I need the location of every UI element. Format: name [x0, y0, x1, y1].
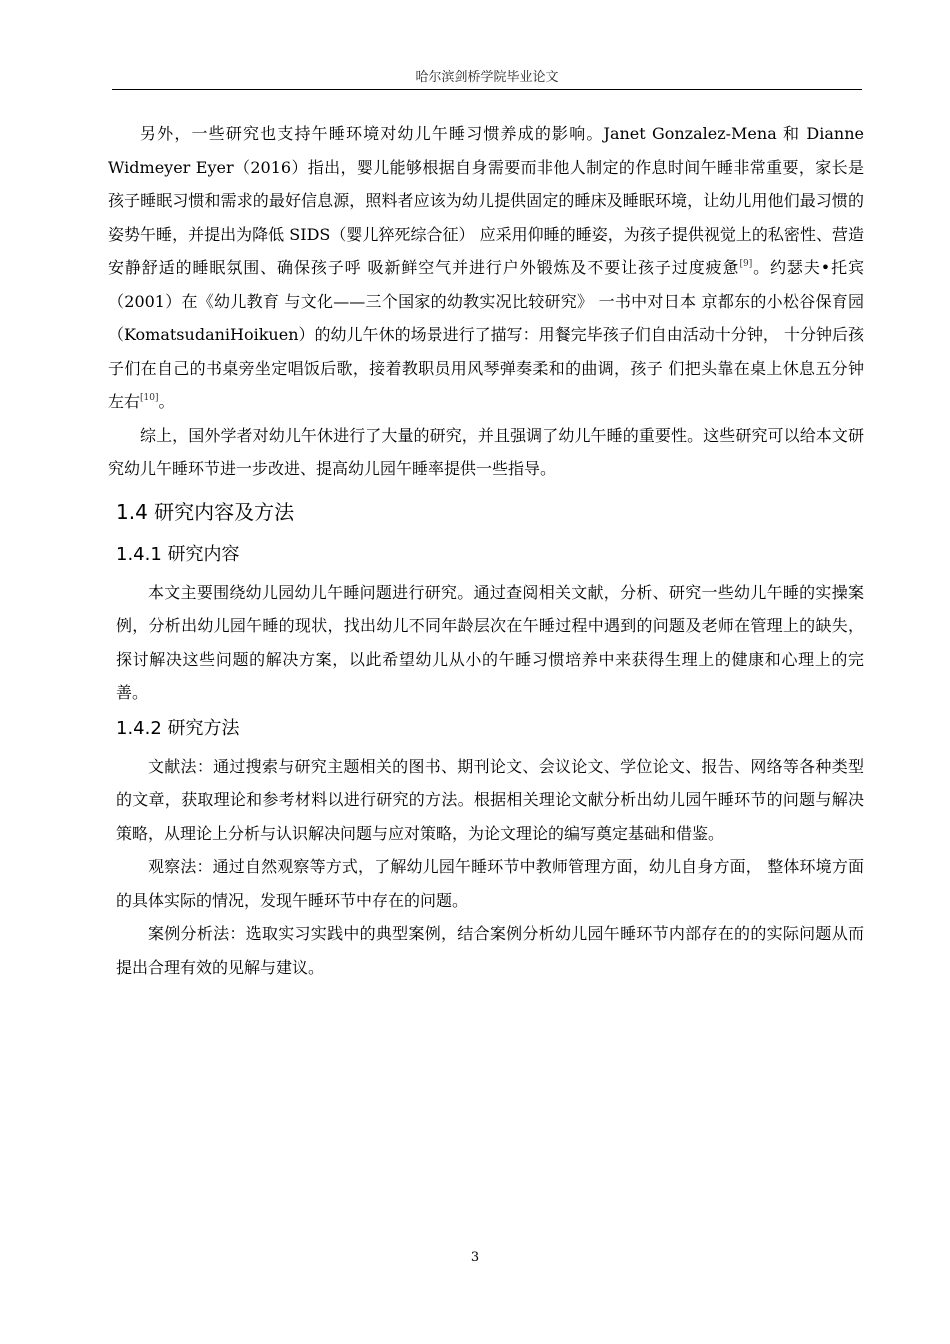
- paragraph-summary: 综上，国外学者对幼儿午休进行了大量的研究，并且强调了幼儿午睡的重要性。这些研究可以给本文研究幼儿午睡环节进一步改进、提高幼儿园午睡率提供一些指导。: [108, 425, 864, 478]
- paragraph-foreign-research: [108, 117, 864, 419]
- section-heading-1-4: 1.4 研究内容及方法: [116, 499, 295, 524]
- section-heading-1-4-1: 1.4.1 研究内容: [116, 543, 240, 565]
- header-divider: [112, 89, 862, 90]
- page-number: 3: [470, 1250, 480, 1265]
- citation-ref: [10]: [140, 393, 159, 403]
- paragraph-text: 另外，一些研究也支持午睡环境对幼儿午睡习惯养成的影响。Janet Gonzalez-Mena 和 Dianne Widmeyer Eyer（2016）指出，婴儿能够根据自身需要而非他人制定的作息时间午睡非常重要，家长是孩子睡眠习惯和需求的最好信息源，照料者应该为幼儿提供固定的睡床及睡眠环境，让幼儿用他们最习惯的姿势午睡，并提出为降低 SIDS（婴儿猝死综合征） 应采用仰睡的睡姿，为孩子提供视觉上的私密性、营造安静舒适的睡眠氛围、确保孩子呼 吸新鲜空气并进行户外锻炼及不要让孩子过度疲惫: [108, 124, 864, 277]
- page-header: 哈尔滨剑桥学院毕业论文: [415, 70, 559, 85]
- paragraph-observation-method: 观察法：通过自然观察等方式，了解幼儿园午睡环节中教师管理方面，幼儿自身方面， 整体环境方面的具体实际的情况，发现午睡环节中存在的问题。: [116, 857, 864, 910]
- page-body: [108, 117, 864, 984]
- paragraph-literature-method: 文献法：通过搜索与研究主题相关的图书、期刊论文、会议论文、学位论文、报告、网络等各种类型的文章，获取理论和参考材料以进行研究的方法。根据相关理论文献分析出幼儿园午睡环节的问题与解决策略，从理论上分析与认识解决问题与应对策略，为论文理论的编写奠定基础和借鉴。: [116, 756, 864, 843]
- paragraph-case-analysis-method: 案例分析法：选取实习实践中的典型案例，结合案例分析幼儿园午睡环节内部存在的的实际问题从而提出合理有效的见解与建议。: [116, 924, 864, 977]
- citation-ref: [9]: [739, 259, 753, 269]
- paragraph-research-content: 本文主要围绕幼儿园幼儿午睡问题进行研究。通过查阅相关文献，分析、研究一些幼儿午睡的实操案例，分析出幼儿园午睡的现状，找出幼儿不同年龄层次在午睡过程中遇到的问题及老师在管理上的缺失，探讨解决这些问题的解决方案，以此希望幼儿从小的午睡习惯培养中来获得生理上的健康和心理上的完善。: [116, 582, 864, 702]
- section-heading-1-4-2: 1.4.2 研究方法: [116, 717, 240, 739]
- paragraph-text: 。约瑟夫•托宾（2001）在《幼儿教育 与文化——三个国家的幼教实况比较研究》 一书中对日本 京都东的小松谷保育园 （KomatsudaniHoikuen）的幼儿午休的场景进行了描写：用餐完毕孩子们自由活动十分钟， 十分钟后孩子们在自己的书桌旁坐定唱饭后歌，接着教职员用风琴弹奏柔和的曲调，孩子 们把头靠在桌上休息五分钟左右: [108, 258, 864, 411]
- paragraph-text: 。: [158, 392, 175, 411]
